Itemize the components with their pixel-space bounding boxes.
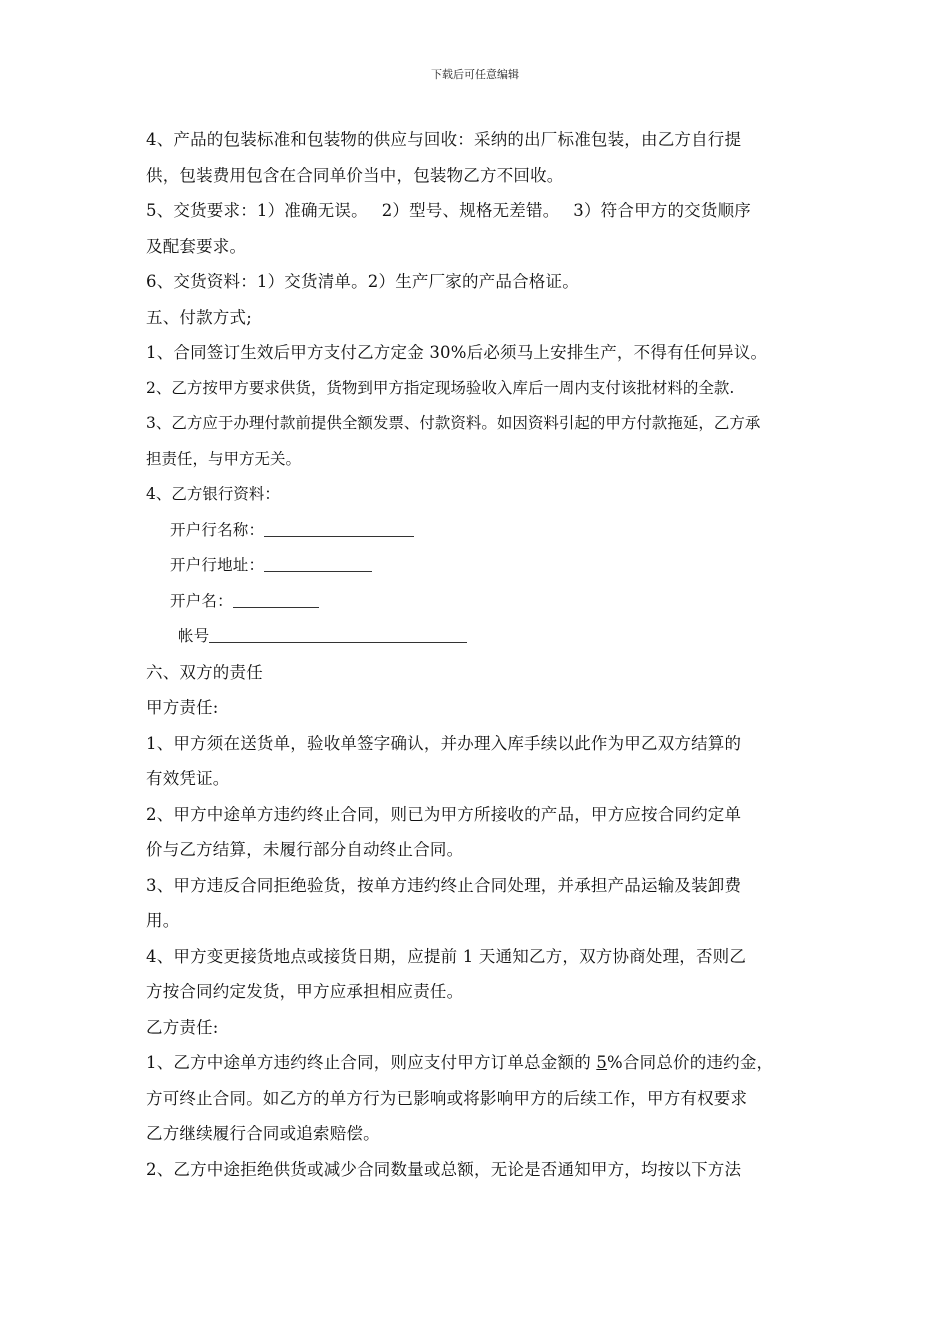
penalty-percent: 5: [596, 1053, 608, 1072]
payment-4: 4、乙方银行资料：: [146, 485, 280, 503]
page-header-note: 下载后可任意编辑: [431, 68, 519, 81]
party-b-2-line-1: 2、乙方中途拒绝供货或减少合同数量或总额，无论是否通知甲方，均按以下方法: [146, 1159, 742, 1179]
bank-address-row: [146, 548, 818, 584]
bank-address-label: 开户行地址：: [170, 556, 265, 574]
party-b-1-pre: 1、乙方中途单方违约终止合同，则应支付甲方订单总金额的: [146, 1053, 597, 1072]
clause-5-line-2: 及配套要求。: [146, 236, 247, 256]
account-name-label: 开户名：: [170, 591, 233, 610]
party-a-2-line-2: 价与乙方结算，未履行部分自动终止合同。: [146, 840, 464, 859]
party-b-1-line-2: 方可终止合同。如乙方的单方行为已影响或将影响甲方的后续工作，甲方有权要求: [146, 1088, 748, 1108]
payment-2: 2、乙方按甲方要求供货，货物到甲方指定现场验收入库后一周内支付该批材料的全款.: [146, 378, 735, 397]
party-b-1-line-3: 乙方继续履行合同或追索赔偿。: [146, 1124, 380, 1143]
section-5-heading: 五、付款方式;: [146, 307, 252, 327]
party-a-1-line-2: 有效凭证。: [146, 769, 230, 788]
party-b-1-line-1: [146, 1045, 818, 1081]
party-a-3-line-1: 3、甲方违反合同拒绝验货，按单方违约终止合同处理，并承担产品运输及装卸费: [146, 875, 742, 895]
clause-4-line-1: 4、产品的包装标准和包装物的供应与回收：采纳的出厂标准包装，由乙方自行提: [146, 130, 742, 149]
party-a-2-line-1: 2、甲方中途单方违约终止合同，则已为甲方所接收的产品，甲方应按合同约定单: [146, 804, 742, 824]
party-b-heading: 乙方责任:: [146, 1017, 219, 1037]
party-a-4-line-1: 4、甲方变更接货地点或接货日期，应提前 1 天通知乙方，双方协商处理，否则乙: [146, 946, 747, 966]
party-a-4-line-2: 方按合同约定发货，甲方应承担相应责任。: [146, 982, 464, 1001]
account-number-row: [146, 619, 818, 655]
bank-name-row: [146, 513, 818, 549]
clause-4-line-2: 供，包装费用包含在合同单价当中，包装物乙方不回收。: [146, 165, 564, 185]
bank-name-blank: [264, 520, 414, 537]
account-number-blank: [209, 626, 467, 643]
account-name-row: [146, 584, 818, 620]
party-a-1-line-1: 1、甲方须在送货单，验收单签字确认，并办理入库手续以此作为甲乙双方结算的: [146, 733, 742, 753]
payment-3-line-2: 担责任，与甲方无关。: [146, 449, 302, 468]
section-6-heading: 六、双方的责任: [146, 662, 263, 682]
account-number-label: 帐号: [178, 627, 210, 645]
party-a-3-line-2: 用。: [146, 911, 180, 930]
bank-name-label: 开户行名称：: [170, 520, 265, 539]
payment-1: 1、合同签订生效后甲方支付乙方定金 30%后必须马上安排生产，不得有任何异议。: [146, 343, 768, 362]
payment-3-line-1: 3、乙方应于办理付款前提供全额发票、付款资料。如因资料引起的甲方付款拖延，乙方承: [146, 414, 761, 432]
party-a-heading: 甲方责任:: [146, 698, 219, 717]
clause-6: 6、交货资料：1）交货清单。2）生产厂家的产品合格证。: [146, 272, 579, 291]
bank-address-blank: [264, 555, 372, 572]
clause-5-line-1: 5、交货要求：1）准确无误。 2）型号、规格无差错。 3）符合甲方的交货顺序: [146, 201, 751, 220]
party-b-1-post: %合同总价的违约金，: [607, 1053, 774, 1072]
contract-body: [146, 122, 818, 1187]
account-name-blank: [233, 591, 319, 608]
